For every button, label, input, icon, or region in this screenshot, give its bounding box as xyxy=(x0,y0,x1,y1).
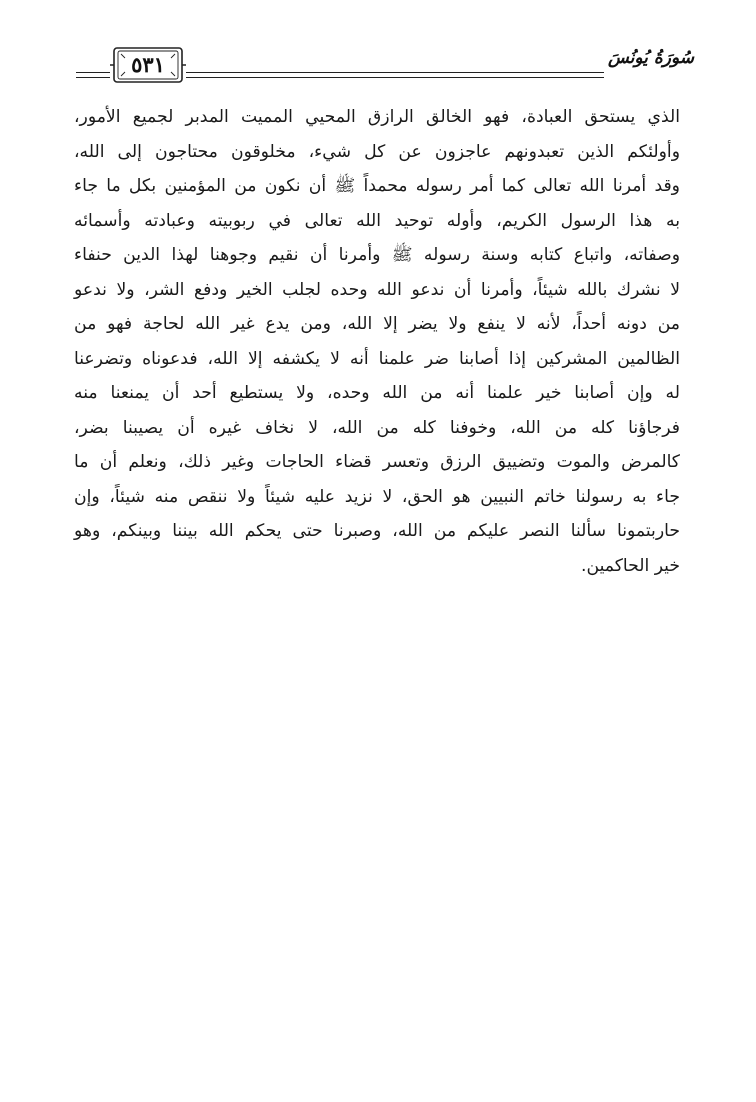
text-line: خير الحاكمين. xyxy=(581,555,680,576)
header-rule xyxy=(186,77,604,78)
text-line: الذي يستحق العبادة، فهو الخالق الرازق المحيي المميت المدبر لجميع الأمور، xyxy=(74,107,680,127)
text-line: به هذا الرسول الكريم، وأوله توحيد الله تعالى في ربوبيته وعبادته وأسمائه xyxy=(74,210,680,231)
text-line: من دونه أحداً، لأنه لا ينفع ولا يضر إلا الله، ومن يدع غير الله لحاجة فهو من xyxy=(74,314,680,334)
text-line: الظالمين المشركين إذا أصابنا ضر علمنا أنه لا يكشفه إلا الله، فدعوناه وتضرعنا xyxy=(74,348,680,369)
text-line: جاء به رسولنا خاتم النبيين هو الحق، لا نزيد عليه شيئاً ولا ننقص منه شيئاً، وإن xyxy=(74,486,680,507)
header-rule xyxy=(76,77,110,78)
text-line: كالمرض والموت وتضييق الرزق وتعسر قضاء الحاجات وغير ذلك، ونعلم أن ما xyxy=(74,452,680,472)
page-number-frame xyxy=(110,46,186,84)
header-rule xyxy=(186,72,604,73)
header-rule xyxy=(76,72,110,73)
text-line: حاربتمونا سألنا النصر عليكم من الله، وصبرنا حتى يحكم الله بيننا وبينكم، وهو xyxy=(74,521,680,541)
text-line: لا نشرك بالله شيئاً، وأمرنا أن ندعو الله وحده لجلب الخير ودفع الشر، ولا ندعو xyxy=(74,279,680,300)
page-header xyxy=(76,36,696,92)
text-line: وصفاته، واتباع كتابه وسنة رسوله ﷺ وأمرنا أن نقيم وجوهنا لهذا الدين حنفاء xyxy=(74,245,680,265)
body-text xyxy=(74,100,680,583)
text-line: له وإن أصابنا خير علمنا أنه من الله وحده، ولا يستطيع أحد أن يمنعنا منه xyxy=(74,383,680,403)
text-line: فرجاؤنا كله من الله، وخوفنا كله من الله، لا نخاف غيره أن يصيبنا بضر، xyxy=(74,417,680,438)
page-number: ٥٣١ xyxy=(131,52,165,77)
text-line: وقد أمرنا الله تعالى كما أمر رسوله محمداً ﷺ أن نكون من المؤمنين بكل ما جاء xyxy=(74,176,680,196)
text-line: وأولئكم الذين تعبدونهم عاجزون عن كل شيء، مخلوقون محتاجون إلى الله، xyxy=(74,141,680,162)
surah-title: سُورَةُ يُونُسَ xyxy=(608,48,694,68)
